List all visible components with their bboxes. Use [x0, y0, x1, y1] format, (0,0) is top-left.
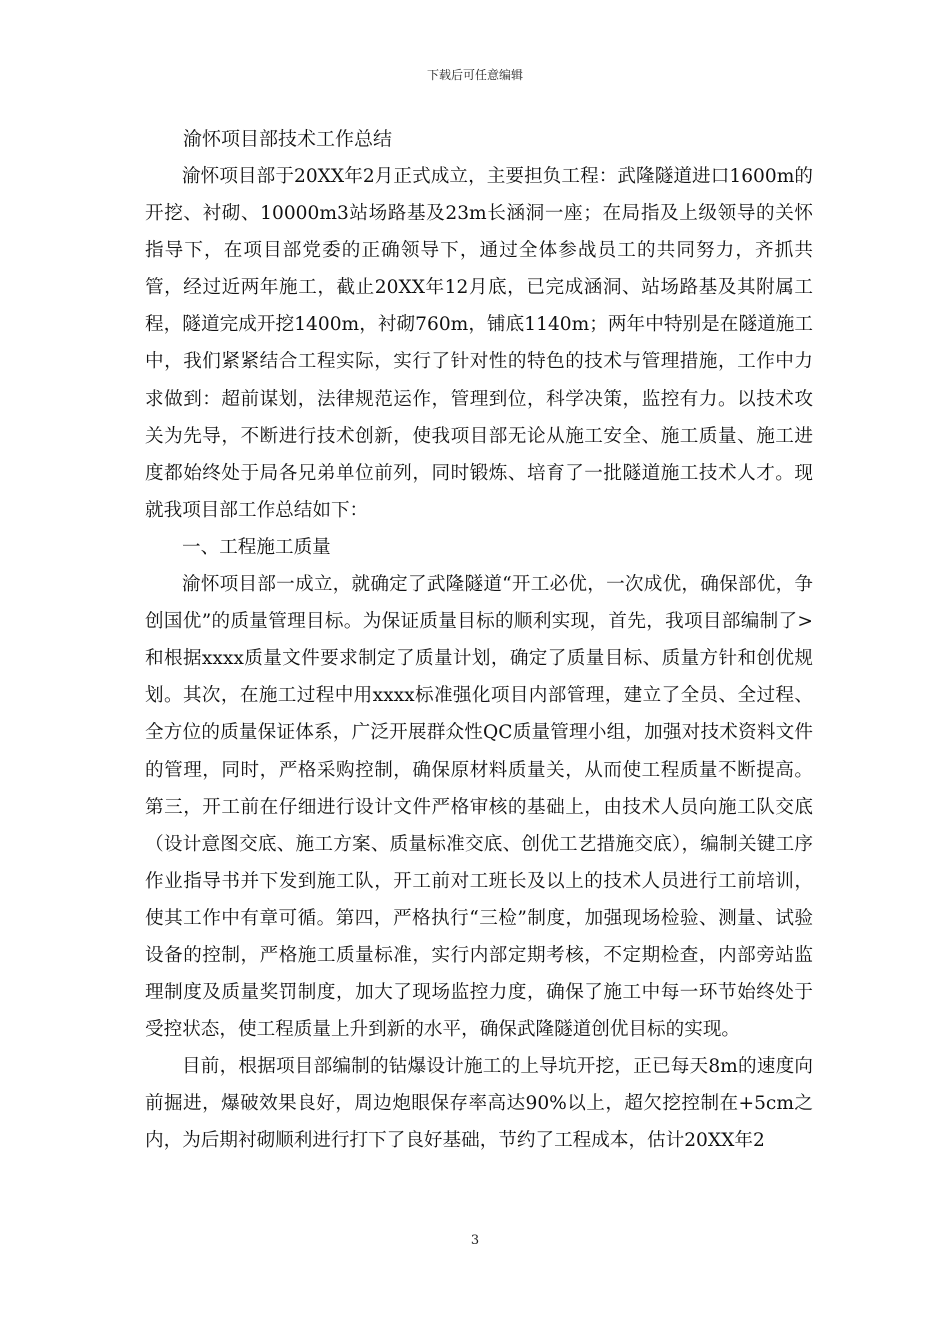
paragraph-current-progress: 目前，根据项目部编制的钻爆设计施工的上导坑开挖，正已每天8m的速度向前掘进，爆破效果良好，周边炮眼保存率高达90%以上，超欠挖控制在+5cm之内，为后期衬砌顺利进行打下了良好基础，节约了工程成本，估计20XX年2 — [145, 1056, 813, 1152]
paragraph-intro: 渝怀项目部于20XX年2月正式成立，主要担负工程：武隆隧道进口1600m的开挖、衬砌、10000m3站场路基及23m长涵洞一座；在局指及上级领导的关怀指导下，在项目部党委的正确领导下，通过全体参战员工的共同努力，齐抓共管，经过近两年施工，截止20XX年12月底，已完成涵洞、站场路基及其附属工程，隧道完成开挖1400m，衬砌760m，铺底1140m；两年中特别是在隧道施工中，我们紧紧结合工程实际，实行了针对性的特色的技术与管理措施，工作中力求做到：超前谋划，法律规范运作，管理到位，科学决策，监控有力。以技术攻关为先导，不断进行技术创新，使我项目部无论从施工安全、施工质量、施工进度都始终处于局各兄弟单位前列，同时锻炼、培育了一批隧道施工技术人才。现就我项目部工作总结如下： — [145, 166, 813, 521]
section-heading-quality: 一、工程施工质量 — [182, 536, 331, 558]
page-header-note: 下载后可任意编辑 — [426, 68, 523, 82]
document-body — [145, 121, 813, 1160]
page-number: 3 — [470, 1233, 480, 1248]
paragraph-quality: 渝怀项目部一成立，就确定了武隆隧道“开工必优，一次成优，确保部优，争创国优”的质量管理目标。为保证质量目标的顺利实现，首先，我项目部编制了>和根据xxxx质量文件要求制定了质量计划，确定了质量目标、质量方针和创优规划。其次，在施工过程中用xxxx标准强化项目内部管理，建立了全员、全过程、全方位的质量保证体系，广泛开展群众性QC质量管理小组，加强对技术资料文件的管理，同时，严格采购控制，确保原材料质量关，从而使工程质量不断提高。第三，开工前在仔细进行设计文件严格审核的基础上，由技术人员向施工队交底（设计意图交底、施工方案、质量标准交底、创优工艺措施交底），编制关键工序作业指导书并下发到施工队，开工前对工班长及以上的技术人员进行工前培训，使其工作中有章可循。第四，严格执行“三检”制度，加强现场检验、测量、试验设备的控制，严格施工质量标准，实行内部定期考核，不定期检查，内部旁站监理制度及质量奖罚制度，加大了现场监控力度，确保了施工中每一环节始终处于受控状态，使工程质量上升到新的水平，确保武隆隧道创优目标的实现。 — [145, 574, 813, 1041]
document-title: 渝怀项目部技术工作总结 — [183, 128, 393, 150]
